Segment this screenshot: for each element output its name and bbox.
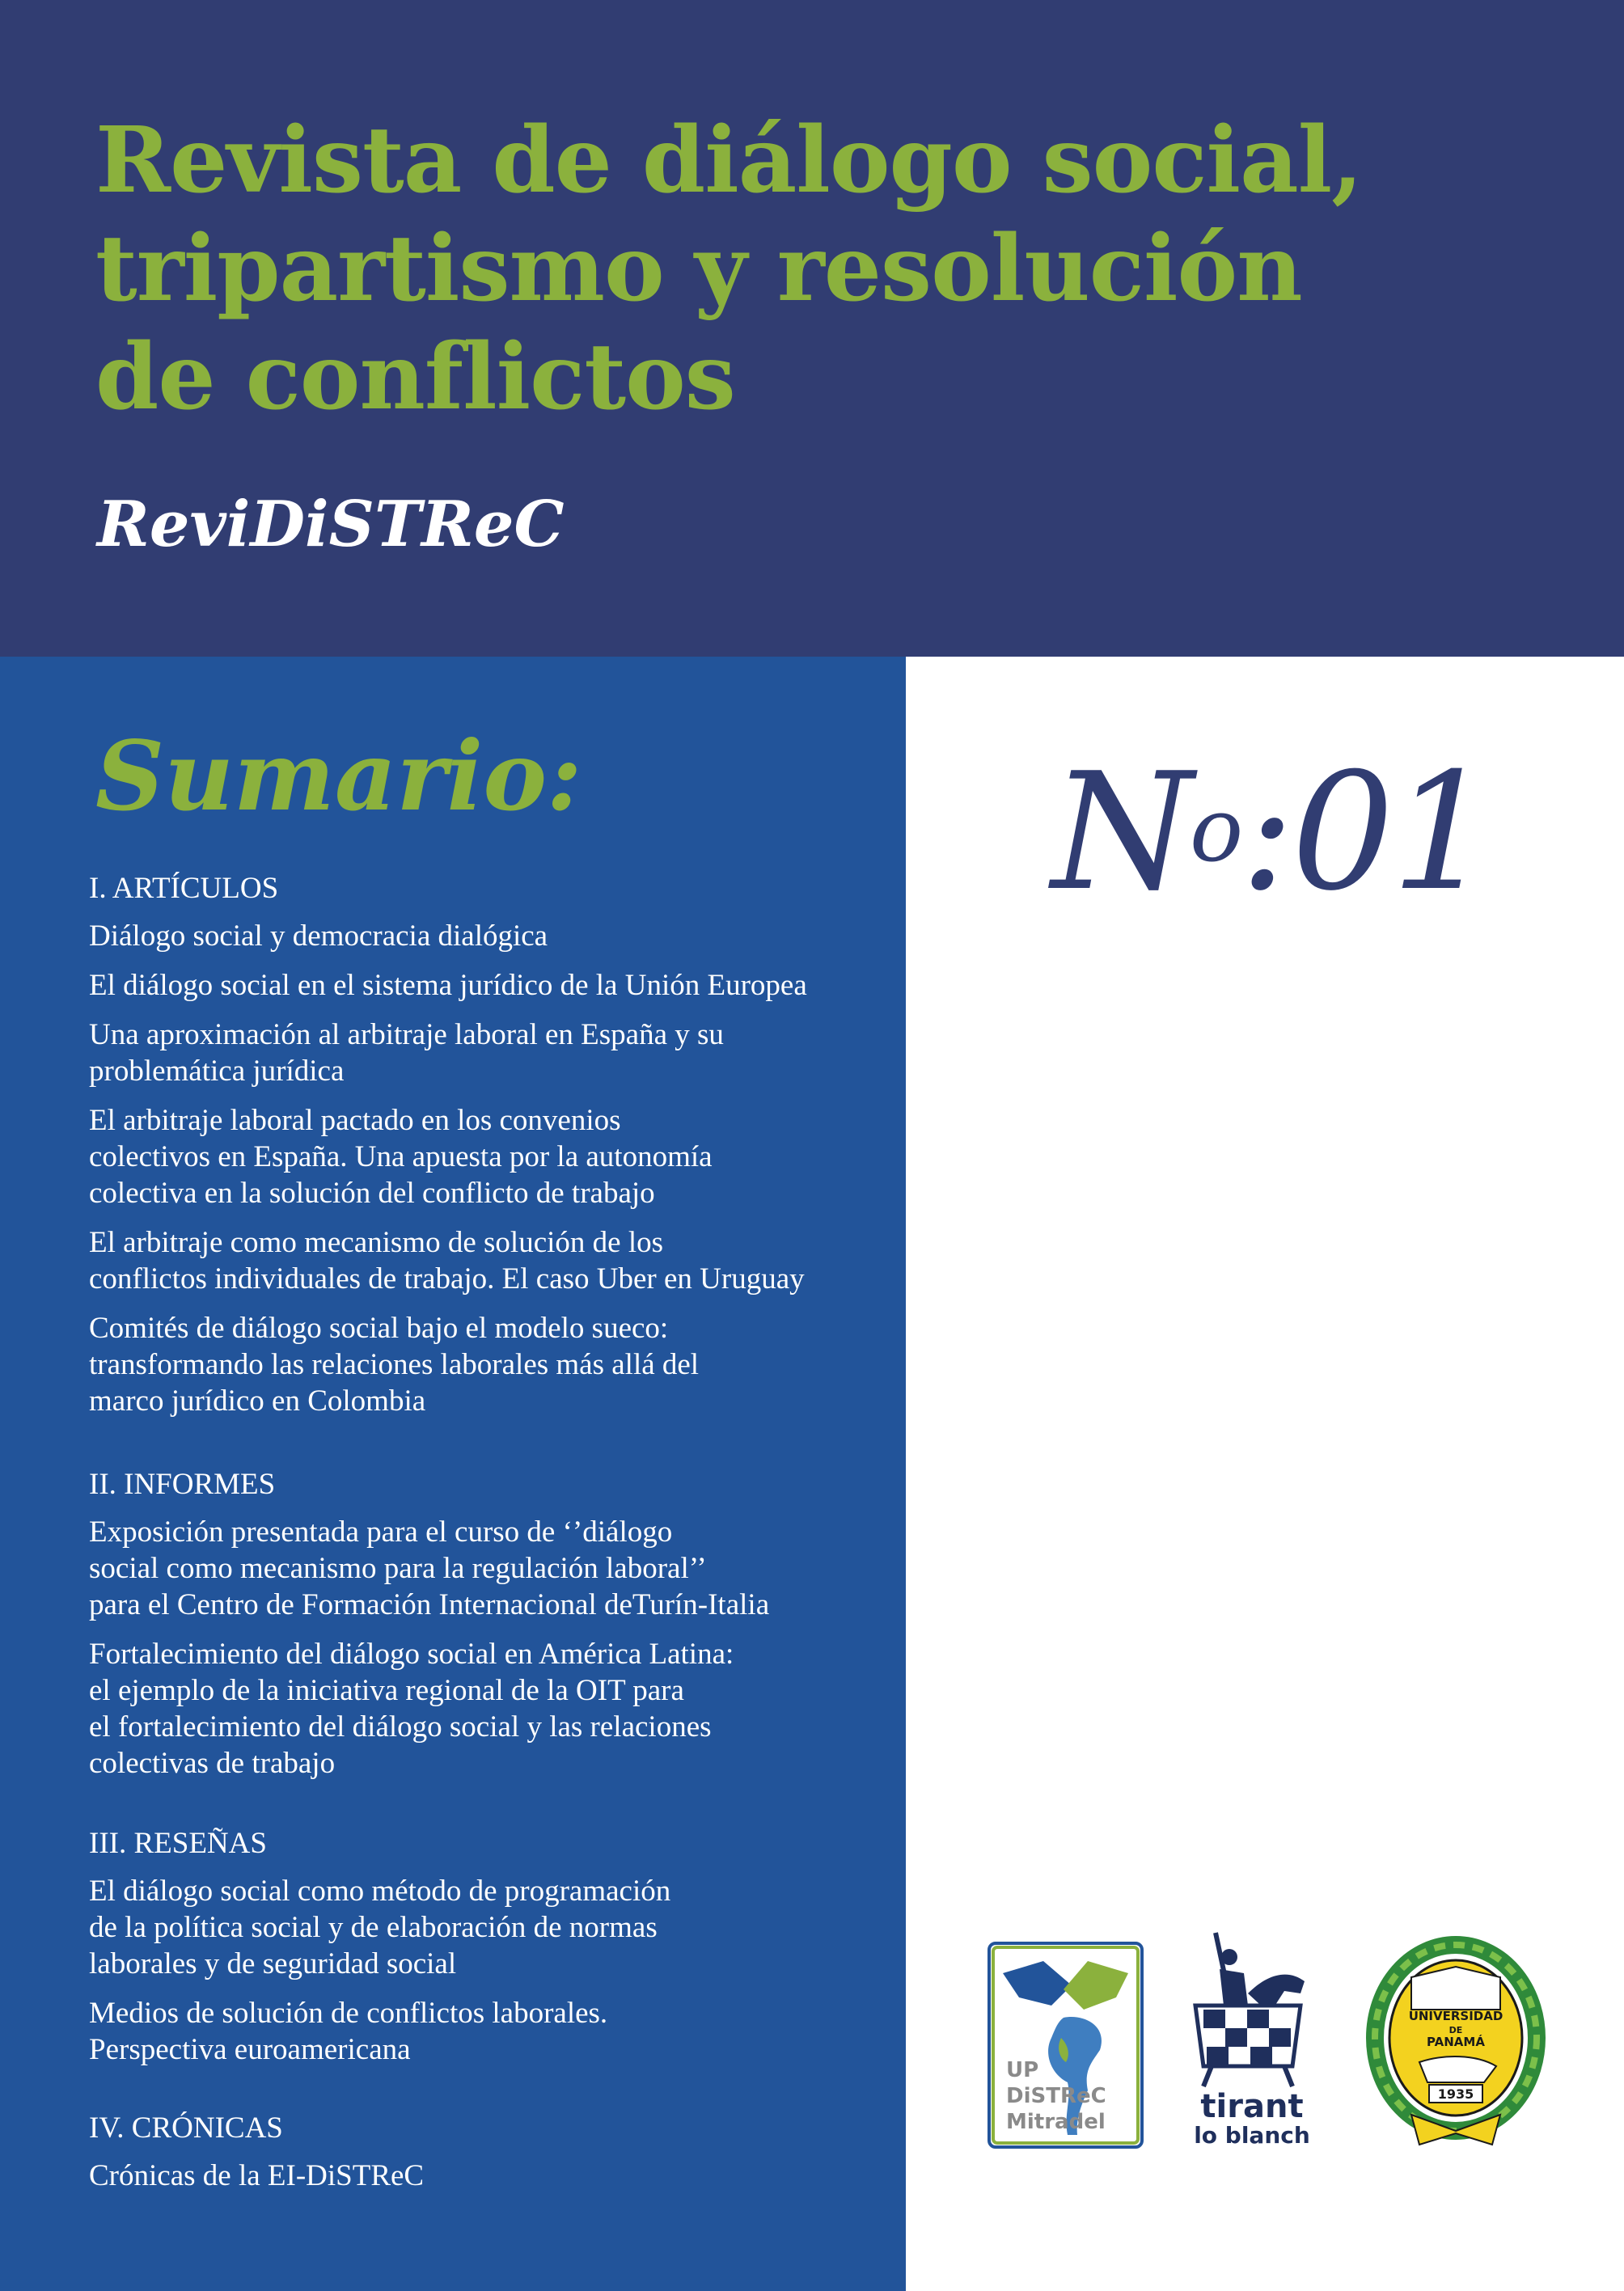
toc-entry[interactable] <box>89 2158 898 2194</box>
toc-entry[interactable] <box>89 1873 898 1982</box>
issue-ordinal: o <box>1190 778 1241 881</box>
seal-text-line-2: DE <box>1448 2025 1463 2035</box>
toc-entry-line: marco jurídico en Colombia <box>89 1384 426 1418</box>
toc-entry-line: El diálogo social como método de programación <box>89 1875 671 1908</box>
toc-entry-line: el fortalecimiento del diálogo social y las relaciones <box>89 1710 712 1744</box>
toc-entry-line: El arbitraje como mecanismo de solución de los <box>89 1226 663 1259</box>
toc-entry-line: problemática jurídica <box>89 1055 345 1088</box>
toc-entry-line: colectivos en España. Una apuesta por la autonomía <box>89 1140 713 1173</box>
section-heading: I. ARTÍCULOS <box>89 872 279 905</box>
toc-entry-line: El arbitraje laboral pactado en los convenios <box>89 1104 621 1137</box>
up-distrec-logo <box>987 1941 1144 2149</box>
toc-entry-line: Comités de diálogo social bajo el modelo sueco: <box>89 1312 669 1345</box>
toc-entry[interactable] <box>89 1995 898 2068</box>
section-informes <box>89 1466 898 1782</box>
toc-entry-line: para el Centro de Formación Internacional deTurín-Italia <box>89 1588 770 1621</box>
toc-entry-line: El diálogo social en el sistema jurídico de la Unión Europea <box>89 969 807 1002</box>
toc-entry-line: Crónicas de la EI-DiSTReC <box>89 2159 425 2192</box>
toc-entry-line: colectiva en la solución del conflicto de trabajo <box>89 1177 655 1210</box>
up-logo-line-2: DiSTReC <box>1006 2084 1106 2108</box>
section-resenas <box>89 1825 898 2068</box>
tirant-logo-line-2: lo blanch <box>1194 2122 1310 2149</box>
toc-entry-line: social como mecanismo para la regulación laboral’’ <box>89 1552 707 1585</box>
summary-heading: Sumario: <box>95 720 582 832</box>
section-articulos <box>89 870 898 1419</box>
journal-title-line-2: tripartismo y resolución <box>95 216 1302 322</box>
seal-text-line-1: UNIVERSIDAD <box>1408 2009 1503 2023</box>
universidad-de-panama-seal <box>1363 1933 1549 2151</box>
journal-acronym: ReviDiSTReC <box>97 488 565 561</box>
cover-header <box>0 0 1624 657</box>
issue-prefix: N <box>1051 738 1190 927</box>
journal-title <box>95 107 1600 432</box>
seal-year: 1935 <box>1437 2086 1474 2102</box>
up-logo-line-1: UP <box>1006 2058 1039 2082</box>
toc-entry[interactable] <box>89 967 898 1004</box>
toc-entry[interactable] <box>89 1310 898 1419</box>
issue-value: :01 <box>1240 738 1491 927</box>
section-heading: IV. CRÓNICAS <box>89 2111 283 2145</box>
toc-entry[interactable] <box>89 918 898 954</box>
toc-entry-line: Fortalecimiento del diálogo social en América Latina: <box>89 1638 734 1671</box>
toc-entry-line: laborales y de seguridad social <box>89 1947 457 1980</box>
toc-entry-line: conflictos individuales de trabajo. El caso Uber en Uruguay <box>89 1262 805 1296</box>
section-cronicas <box>89 2110 898 2194</box>
toc-entry-line: transformando las relaciones laborales más allá del <box>89 1348 700 1381</box>
toc-entry[interactable] <box>89 1224 898 1297</box>
section-heading: II. INFORMES <box>89 1468 276 1501</box>
toc-entry-line: el ejemplo de la iniciativa regional de la OIT para <box>89 1674 684 1707</box>
toc-entry-line: de la política social y de elaboración de normas <box>89 1911 658 1944</box>
toc-entry-line: Diálogo social y democracia dialógica <box>89 919 548 953</box>
journal-title-line-1: Revista de diálogo social, <box>95 108 1363 213</box>
tirant-lo-blanch-logo <box>1179 1925 1325 2151</box>
toc-entry[interactable] <box>89 1636 898 1782</box>
toc-entry-line: colectivas de trabajo <box>89 1747 336 1780</box>
table-of-contents <box>89 870 898 2207</box>
publisher-logos <box>979 1925 1593 2167</box>
knight-icon <box>1220 1969 1248 2006</box>
toc-entry[interactable] <box>89 1514 898 1623</box>
toc-entry[interactable] <box>89 1102 898 1211</box>
section-heading: III. RESEÑAS <box>89 1827 267 1860</box>
toc-entry-line: Medios de solución de conflictos laborales. <box>89 1997 608 2030</box>
tirant-logo-line-1: tirant <box>1200 2088 1304 2125</box>
seal-text-line-3: PANAMÁ <box>1427 2035 1485 2049</box>
toc-entry-line: Perspectiva euroamericana <box>89 2033 411 2066</box>
up-logo-line-3: Mitradel <box>1006 2110 1106 2134</box>
issue-number <box>1051 738 1491 927</box>
toc-entry-line: Una aproximación al arbitraje laboral en España y su <box>89 1018 724 1051</box>
toc-entry[interactable] <box>89 1017 898 1089</box>
journal-title-line-3: de conflictos <box>95 324 735 430</box>
toc-entry-line: Exposición presentada para el curso de ‘’diálogo <box>89 1515 673 1549</box>
